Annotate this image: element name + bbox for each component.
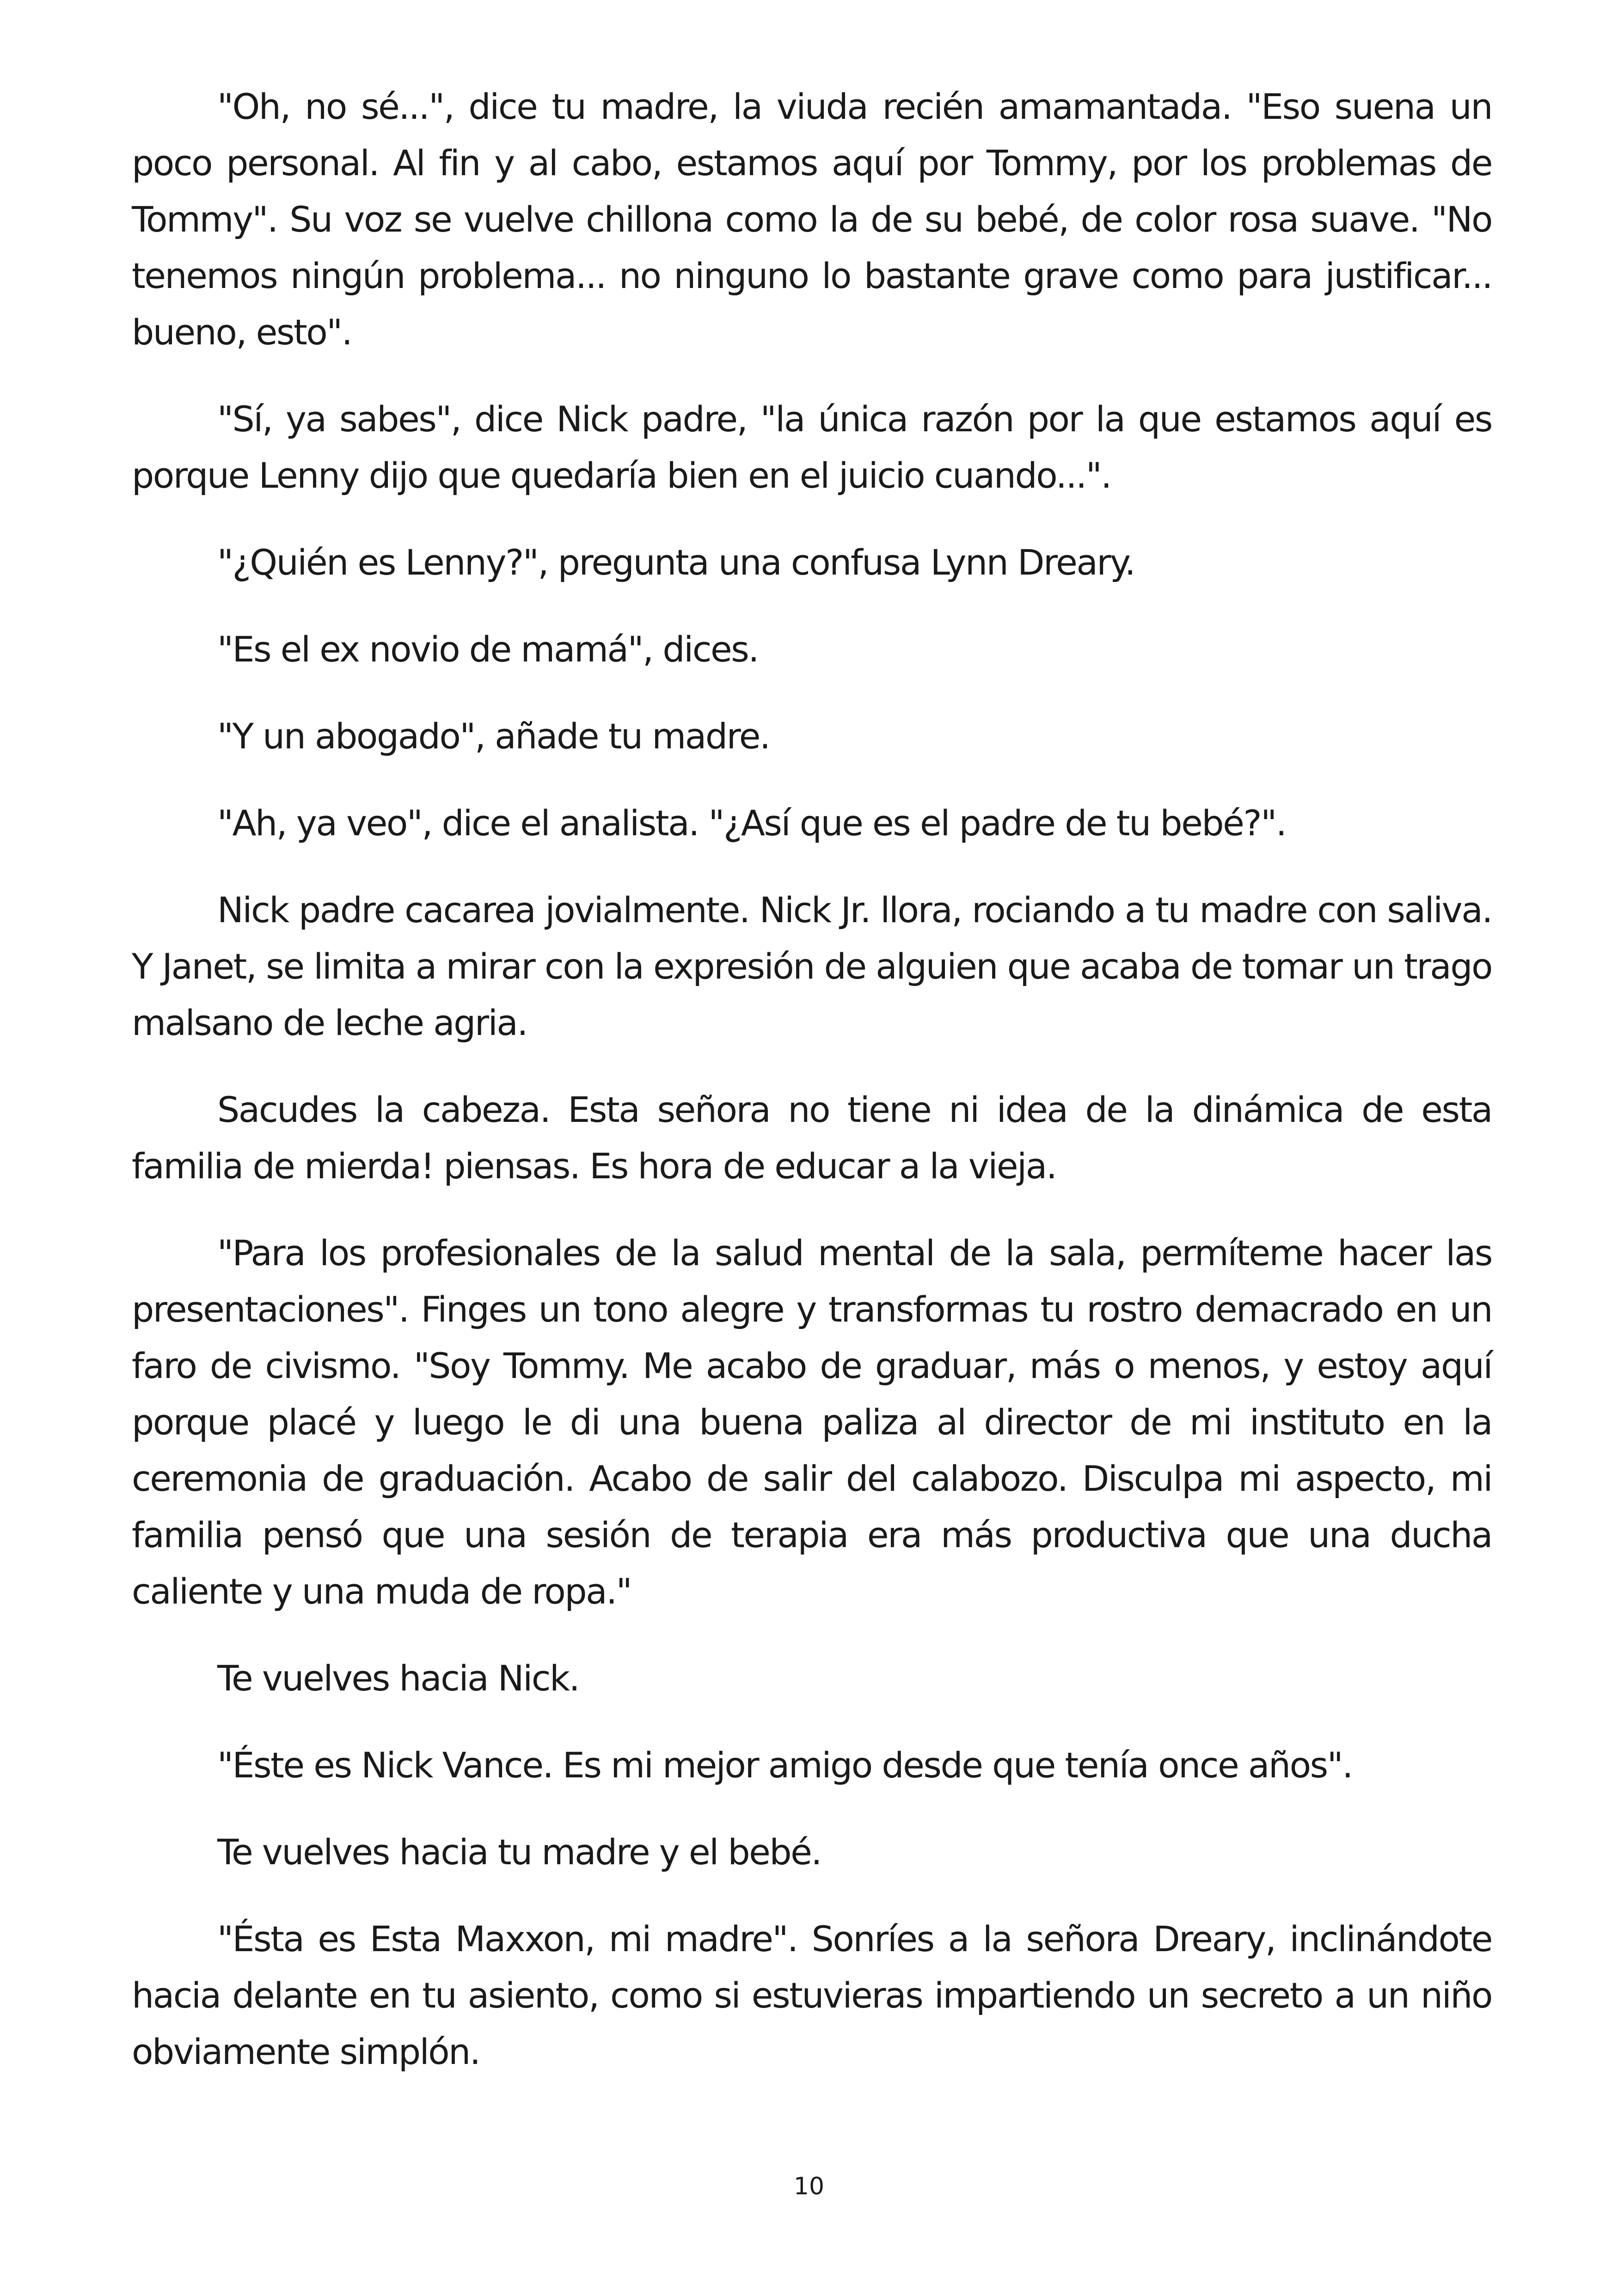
paragraph-9: "Para los profesionales de la salud mental de la sala, permíteme hacer las presentaciones". Finges un tono alegre y transformas tu rostro demacrado en un faro de civismo. "Soy Tommy. Me acabo de graduar, más o menos, y estoy aquí porque placé y luego le di una buena paliza al director de mi instituto en la ceremonia de graduación. Acabo de salir del calabozo. Disculpa mi aspecto, mi familia pensó que una sesión de terapia era más productiva que una ducha caliente y una muda de ropa." bbox=[132, 1232, 1492, 1612]
paragraph-4: "Es el ex novio de mamá", dices. bbox=[217, 629, 759, 670]
paragraph-2: "Sí, ya sabes", dice Nick padre, "la única razón por la que estamos aquí es porque Lenny dijo que quedaría bien en el juicio cuando...". bbox=[132, 398, 1492, 496]
paragraph-1: "Oh, no sé...", dice tu madre, la viuda recién amamantada. "Eso suena un poco personal. Al fin y al cabo, estamos aquí por Tommy, por los problemas de Tommy". Su voz se vuelve chillona como la de su bebé, de color rosa suave. "No tenemos ningún problema... no ninguno lo bastante grave como para justificar... bueno, esto". bbox=[132, 86, 1492, 353]
paragraph-12: Te vuelves hacia tu madre y el bebé. bbox=[217, 1831, 821, 1873]
paragraph-8: Sacudes la cabeza. Esta señora no tiene ni idea de la dinámica de esta familia de mierda! piensas. Es hora de educar a la vieja. bbox=[132, 1089, 1492, 1187]
body-text bbox=[132, 79, 1492, 2111]
paragraph-3: "¿Quién es Lenny?", pregunta una confusa Lynn Dreary. bbox=[217, 542, 1135, 583]
paragraph-5: "Y un abogado", añade tu madre. bbox=[217, 716, 770, 757]
paragraph-10: Te vuelves hacia Nick. bbox=[217, 1658, 579, 1699]
paragraph-6: "Ah, ya veo", dice el analista. "¿Así que es el padre de tu bebé?". bbox=[217, 802, 1286, 844]
page-number: 10 bbox=[793, 2173, 825, 2200]
paragraph-7: Nick padre cacarea jovialmente. Nick Jr. llora, rociando a tu madre con saliva. Y Janet, se limita a mirar con la expresión de alguien que acaba de tomar un trago malsano de leche agria. bbox=[132, 889, 1492, 1043]
paragraph-13: "Ésta es Esta Maxxon, mi madre". Sonríes a la señora Dreary, inclinándote hacia delante en tu asiento, como si estuvieras impartiendo un secreto a un niño obviamente simplón. bbox=[132, 1918, 1492, 2072]
paragraph-11: "Éste es Nick Vance. Es mi mejor amigo desde que tenía once años". bbox=[217, 1745, 1352, 1786]
